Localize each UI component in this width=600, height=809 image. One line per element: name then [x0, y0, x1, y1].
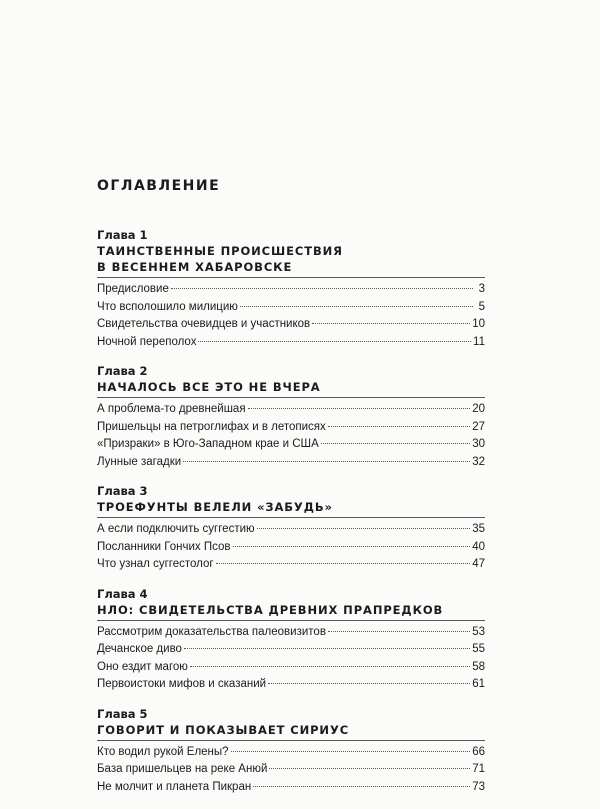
dot-leader	[190, 666, 470, 667]
toc-entry	[97, 624, 485, 642]
toc-entry	[97, 641, 485, 659]
chapter-title-line: НАЧАЛОСЬ ВСЕ ЭТО НЕ ВЧЕРА	[97, 380, 321, 394]
entry-title: База пришельцев на реке Анюй	[97, 763, 268, 775]
entry-page-number: 61	[472, 678, 485, 690]
chapter-title	[97, 602, 485, 621]
entry-title: А если подключить суггестию	[97, 523, 255, 535]
chapter-4	[97, 587, 485, 694]
entry-title: Что всполошило милицию	[97, 300, 238, 313]
chapter-title	[97, 499, 485, 518]
toc-entry	[97, 454, 485, 472]
dot-leader	[183, 461, 470, 462]
dot-leader	[184, 648, 470, 649]
dot-leader	[231, 751, 471, 752]
chapter-label: Глава 5	[97, 706, 148, 721]
entry-title: «Призраки» в Юго-Западном крае и США	[97, 438, 319, 450]
toc-entry	[97, 334, 485, 352]
toc-entry	[97, 299, 485, 317]
entry-page-number: 20	[472, 403, 485, 415]
chapter-title-line: ГОВОРИТ И ПОКАЗЫВАЕТ СИРИУС	[97, 722, 350, 737]
entry-page-number: 47	[472, 558, 485, 570]
chapter-3	[97, 484, 485, 574]
entry-page-number: 35	[472, 523, 485, 535]
entry-page-number: 10	[472, 318, 485, 330]
toc-entry	[97, 539, 485, 557]
dot-leader	[269, 768, 470, 769]
entry-title: Первоистоки мифов и сказаний	[97, 678, 267, 690]
toc-entry	[97, 659, 485, 677]
toc-entry	[97, 401, 485, 419]
toc-entry	[97, 676, 485, 694]
toc-entry	[97, 744, 485, 762]
entry-page-number: 71	[472, 763, 485, 775]
toc-entry	[97, 281, 485, 299]
dot-leader	[233, 546, 471, 547]
entry-title: Предисловие	[97, 283, 169, 295]
toc-entry	[97, 436, 485, 454]
chapter-title-line: НЛО: СВИДЕТЕЛЬСТВА ДРЕВНИХ ПРАПРЕДКОВ	[97, 602, 444, 617]
toc-entry	[97, 316, 485, 334]
chapter-label: Глава 3	[97, 484, 148, 498]
entry-title: Рассмотрим доказательства палеовизитов	[97, 625, 326, 638]
dot-leader	[268, 683, 470, 684]
chapter-label: Глава 4	[97, 586, 148, 601]
toc-entry	[97, 521, 485, 539]
entry-title: А проблема-то древнейшая	[97, 403, 246, 415]
entry-title: Лунные загадки	[97, 455, 182, 468]
dot-leader	[198, 341, 471, 342]
entry-page-number: 58	[472, 660, 485, 673]
chapter-title-line: ТАИНСТВЕННЫЕ ПРОИСШЕСТВИЯ	[97, 244, 343, 258]
chapter-title-line: ТРОЕФУНТЫ ВЕЛЕЛИ «ЗАБУДЬ»	[97, 500, 333, 514]
chapter-label: Глава 2	[97, 364, 148, 378]
dot-leader	[240, 306, 473, 307]
entry-page-number: 40	[472, 540, 485, 553]
entry-title: Оно ездит магою	[97, 660, 188, 673]
dot-leader	[216, 563, 471, 564]
entry-title: Дечанское диво	[97, 643, 182, 655]
chapter-list	[97, 228, 485, 796]
entry-title: Кто водил рукой Елены?	[97, 745, 229, 758]
entry-page-number: 53	[472, 625, 485, 638]
entry-page-number: 30	[472, 438, 485, 450]
dot-leader	[328, 631, 470, 632]
entry-page-number: 55	[472, 643, 485, 655]
entry-page-number: 73	[472, 780, 485, 793]
entry-title: Посланники Гончих Псов	[97, 540, 231, 553]
entry-page-number: 5	[478, 300, 485, 313]
entry-page-number: 66	[472, 745, 485, 758]
entry-title: Свидетельства очевидцев и участников	[97, 318, 311, 330]
toc-title: ОГЛАВЛЕНИЕ	[97, 178, 221, 194]
toc-entry	[97, 779, 485, 797]
toc-entry	[97, 419, 485, 437]
dot-leader	[253, 786, 470, 787]
entry-title: Ночной переполох	[97, 335, 197, 348]
entry-page-number: 11	[473, 335, 485, 348]
dot-leader	[312, 323, 470, 324]
chapter-title	[97, 722, 485, 741]
entry-title: Не молчит и планета Пикран	[97, 780, 252, 793]
entry-title: Пришельцы на петроглифах и в летописях	[97, 420, 326, 433]
toc-entry	[97, 761, 485, 779]
dot-leader	[171, 288, 473, 289]
chapter-2	[97, 364, 485, 471]
entry-page-number: 32	[472, 455, 485, 468]
toc-entry	[97, 556, 485, 574]
chapter-title	[97, 379, 485, 398]
dot-leader	[328, 426, 470, 427]
dot-leader	[321, 443, 470, 444]
entry-page-number: 27	[472, 420, 485, 433]
chapter-title	[97, 243, 485, 278]
chapter-title-line: В ВЕСЕННЕМ ХАБАРОВСКЕ	[97, 260, 293, 274]
chapter-label: Глава 1	[97, 228, 148, 242]
entry-page-number: 3	[478, 283, 485, 295]
chapter-5	[97, 707, 485, 797]
table-of-contents	[97, 178, 485, 809]
dot-leader	[248, 408, 471, 409]
chapter-1	[97, 228, 485, 351]
entry-title: Что узнал суггестолог	[97, 558, 214, 570]
dot-leader	[257, 528, 471, 529]
